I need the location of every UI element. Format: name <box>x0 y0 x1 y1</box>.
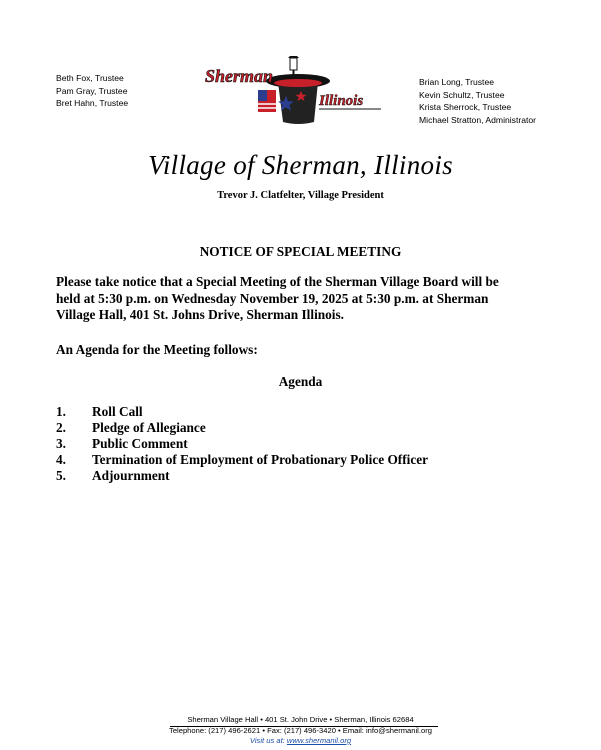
logo-text-sherman: Sherman <box>205 66 274 86</box>
trustee-name: Bret Hahn, Trustee <box>56 98 129 108</box>
trustee-name: Kevin Schultz, Trustee <box>419 89 505 100</box>
agenda-item <box>56 436 428 452</box>
agenda-item <box>56 420 428 436</box>
agenda-item-number: 2. <box>56 420 66 435</box>
notice-line: Please take notice that a Special Meeting of the Sherman Village Board will be <box>56 274 499 289</box>
left-trustees-list <box>56 72 128 110</box>
trustee-name: Pam Gray, Trustee <box>56 85 128 96</box>
village-name-heading: Village of Sherman, Illinois <box>148 150 453 180</box>
footer-address: Sherman Village Hall • 401 St. John Drive • Sherman, Illinois 62684 <box>187 715 414 724</box>
agenda-item-text: Adjournment <box>92 468 170 483</box>
trustee-name: Beth Fox, Trustee <box>56 73 124 83</box>
agenda-item-number: 5. <box>56 468 66 483</box>
notice-body <box>56 274 556 324</box>
right-trustees-list <box>419 76 536 126</box>
agenda-item-number: 1. <box>56 404 66 419</box>
agenda-intro: An Agenda for the Meeting follows: <box>56 342 258 357</box>
village-logo <box>203 56 385 126</box>
notice-line: Village Hall, 401 St. Johns Drive, Sherman Illinois. <box>56 307 344 322</box>
footer-website-prefix: Visit us at: <box>249 736 287 745</box>
village-president: Trevor J. Clatfelter, Village President <box>217 190 384 201</box>
trustee-name: Brian Long, Trustee <box>419 77 495 87</box>
agenda-item-text: Roll Call <box>92 404 143 419</box>
notice-heading: NOTICE OF SPECIAL MEETING <box>199 244 402 259</box>
agenda-item <box>56 468 428 484</box>
agenda-item-text: Termination of Employment of Probationary Police Officer <box>92 452 429 467</box>
website-link[interactable]: www.shermanil.org <box>286 736 352 745</box>
footer-website <box>0 736 601 747</box>
footer-contact: Telephone: (217) 496-2621 • Fax: (217) 496-3420 • Email: info@shermanil.org <box>169 725 432 735</box>
notice-line: held at 5:30 p.m. on Wednesday November 19, 2025 at 5:30 p.m. at Sherman <box>56 290 489 306</box>
trustee-name: Krista Sherrock, Trustee <box>419 102 512 112</box>
agenda-item-number: 3. <box>56 436 66 451</box>
agenda-list <box>56 404 428 484</box>
agenda-heading: Agenda <box>278 374 323 389</box>
agenda-item-number: 4. <box>56 452 66 467</box>
agenda-item <box>56 404 428 420</box>
administrator-name: Michael Stratton, Administrator <box>419 114 537 125</box>
footer <box>0 715 601 747</box>
agenda-item-text: Pledge of Allegiance <box>92 420 206 435</box>
logo-text-illinois: Illinois <box>319 93 364 109</box>
agenda-item-text: Public Comment <box>92 436 188 451</box>
agenda-item <box>56 452 428 468</box>
